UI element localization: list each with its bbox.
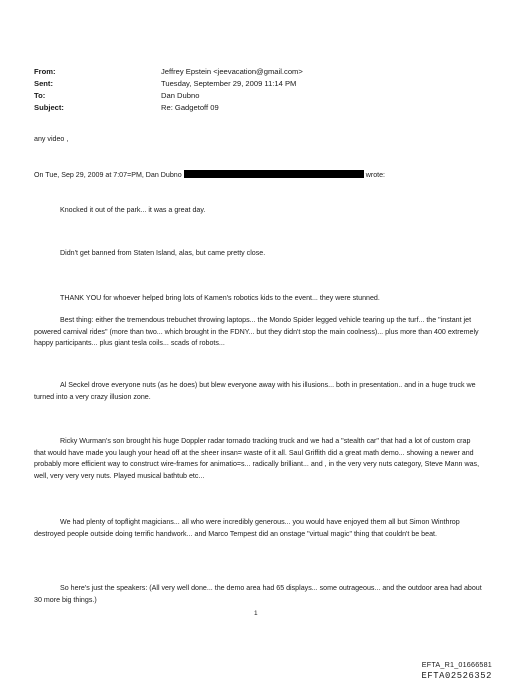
header-from-row bbox=[34, 66, 494, 78]
reply-text: any video , bbox=[34, 135, 69, 143]
paragraph: Didn't get banned from Staten Island, alas, but came pretty close. bbox=[60, 249, 266, 257]
to-label: To: bbox=[34, 91, 46, 100]
sent-value: Tuesday, September 29, 2009 11:14 PM bbox=[161, 79, 297, 88]
from-value: Jeffrey Epstein <jeevacation@gmail.com> bbox=[161, 67, 303, 76]
paragraph: So here's just the speakers: (All very well done... the demo area had 65 displays... some outrageous... and the outdoor area had about 30 more big things.) bbox=[34, 584, 482, 604]
paragraph: Knocked it out of the park... it was a great day. bbox=[60, 206, 206, 214]
subject-label: Subject: bbox=[34, 103, 64, 112]
quote-intro-end: wrote: bbox=[365, 171, 386, 179]
header-sent-row bbox=[34, 78, 494, 90]
page-number: 1 bbox=[254, 610, 258, 617]
subject-value: Re: Gadgetoff 09 bbox=[161, 103, 219, 112]
quote-intro-start: On Tue, Sep 29, 2009 at 7:07=PM, Dan Dubno bbox=[34, 171, 182, 179]
bates-stamp-2: EFTA02526352 bbox=[421, 671, 492, 681]
paragraph: THANK YOU for whoever helped bring lots of Kamen's robotics kids to the event... they were stunned. bbox=[60, 294, 380, 302]
paragraph: Ricky Wurman's son brought his huge Doppler radar tornado tracking truck and we had a "stealth car" that had a lot of custom crap that would have made you laugh your head off at the sheer insan= waste of it all. Saul Griffith did a great math demo... showing a newer and probably more efficient way to construct wire-frames for animatio=s... radically brilliant... and , in the very very nuts category, Steve Mann was, well, very very very nuts. Played musical bathtub etc... bbox=[34, 437, 480, 480]
paragraph: Al Seckel drove everyone nuts (as he does) but blew everyone away with his illusions... both in presentation.. and in a huge truck we turned into a very crazy illusion zone. bbox=[34, 381, 476, 401]
from-label: From: bbox=[34, 67, 56, 76]
quote-intro bbox=[34, 170, 482, 182]
sent-label: Sent: bbox=[34, 79, 53, 88]
bates-stamp-1: EFTA_R1_01666581 bbox=[421, 660, 492, 669]
redaction-bar bbox=[184, 170, 364, 178]
paragraph: We had plenty of topflight magicians... all who were incredibly generous... you would have enjoyed them all but Simon Winthrop destroyed people outside doing terrific handwork... and Marco Tempest did an onstage "virtual magic" thing that couldn't be beat. bbox=[34, 518, 460, 538]
to-value: Dan Dubno bbox=[161, 91, 200, 100]
paragraph: Best thing: either the tremendous trebuchet throwing laptops... the Mondo Spider legged vehicle tearing up the turf... the "instant jet powered carnival rides" (more than two... which brought in the FDNY... but they didn't stop the main coolness)... plus more than 400 extremely happy participants... plus giant tesla coils... scads of robots... bbox=[34, 316, 479, 348]
header-to-row bbox=[34, 90, 494, 102]
header-subject-row bbox=[34, 102, 494, 114]
